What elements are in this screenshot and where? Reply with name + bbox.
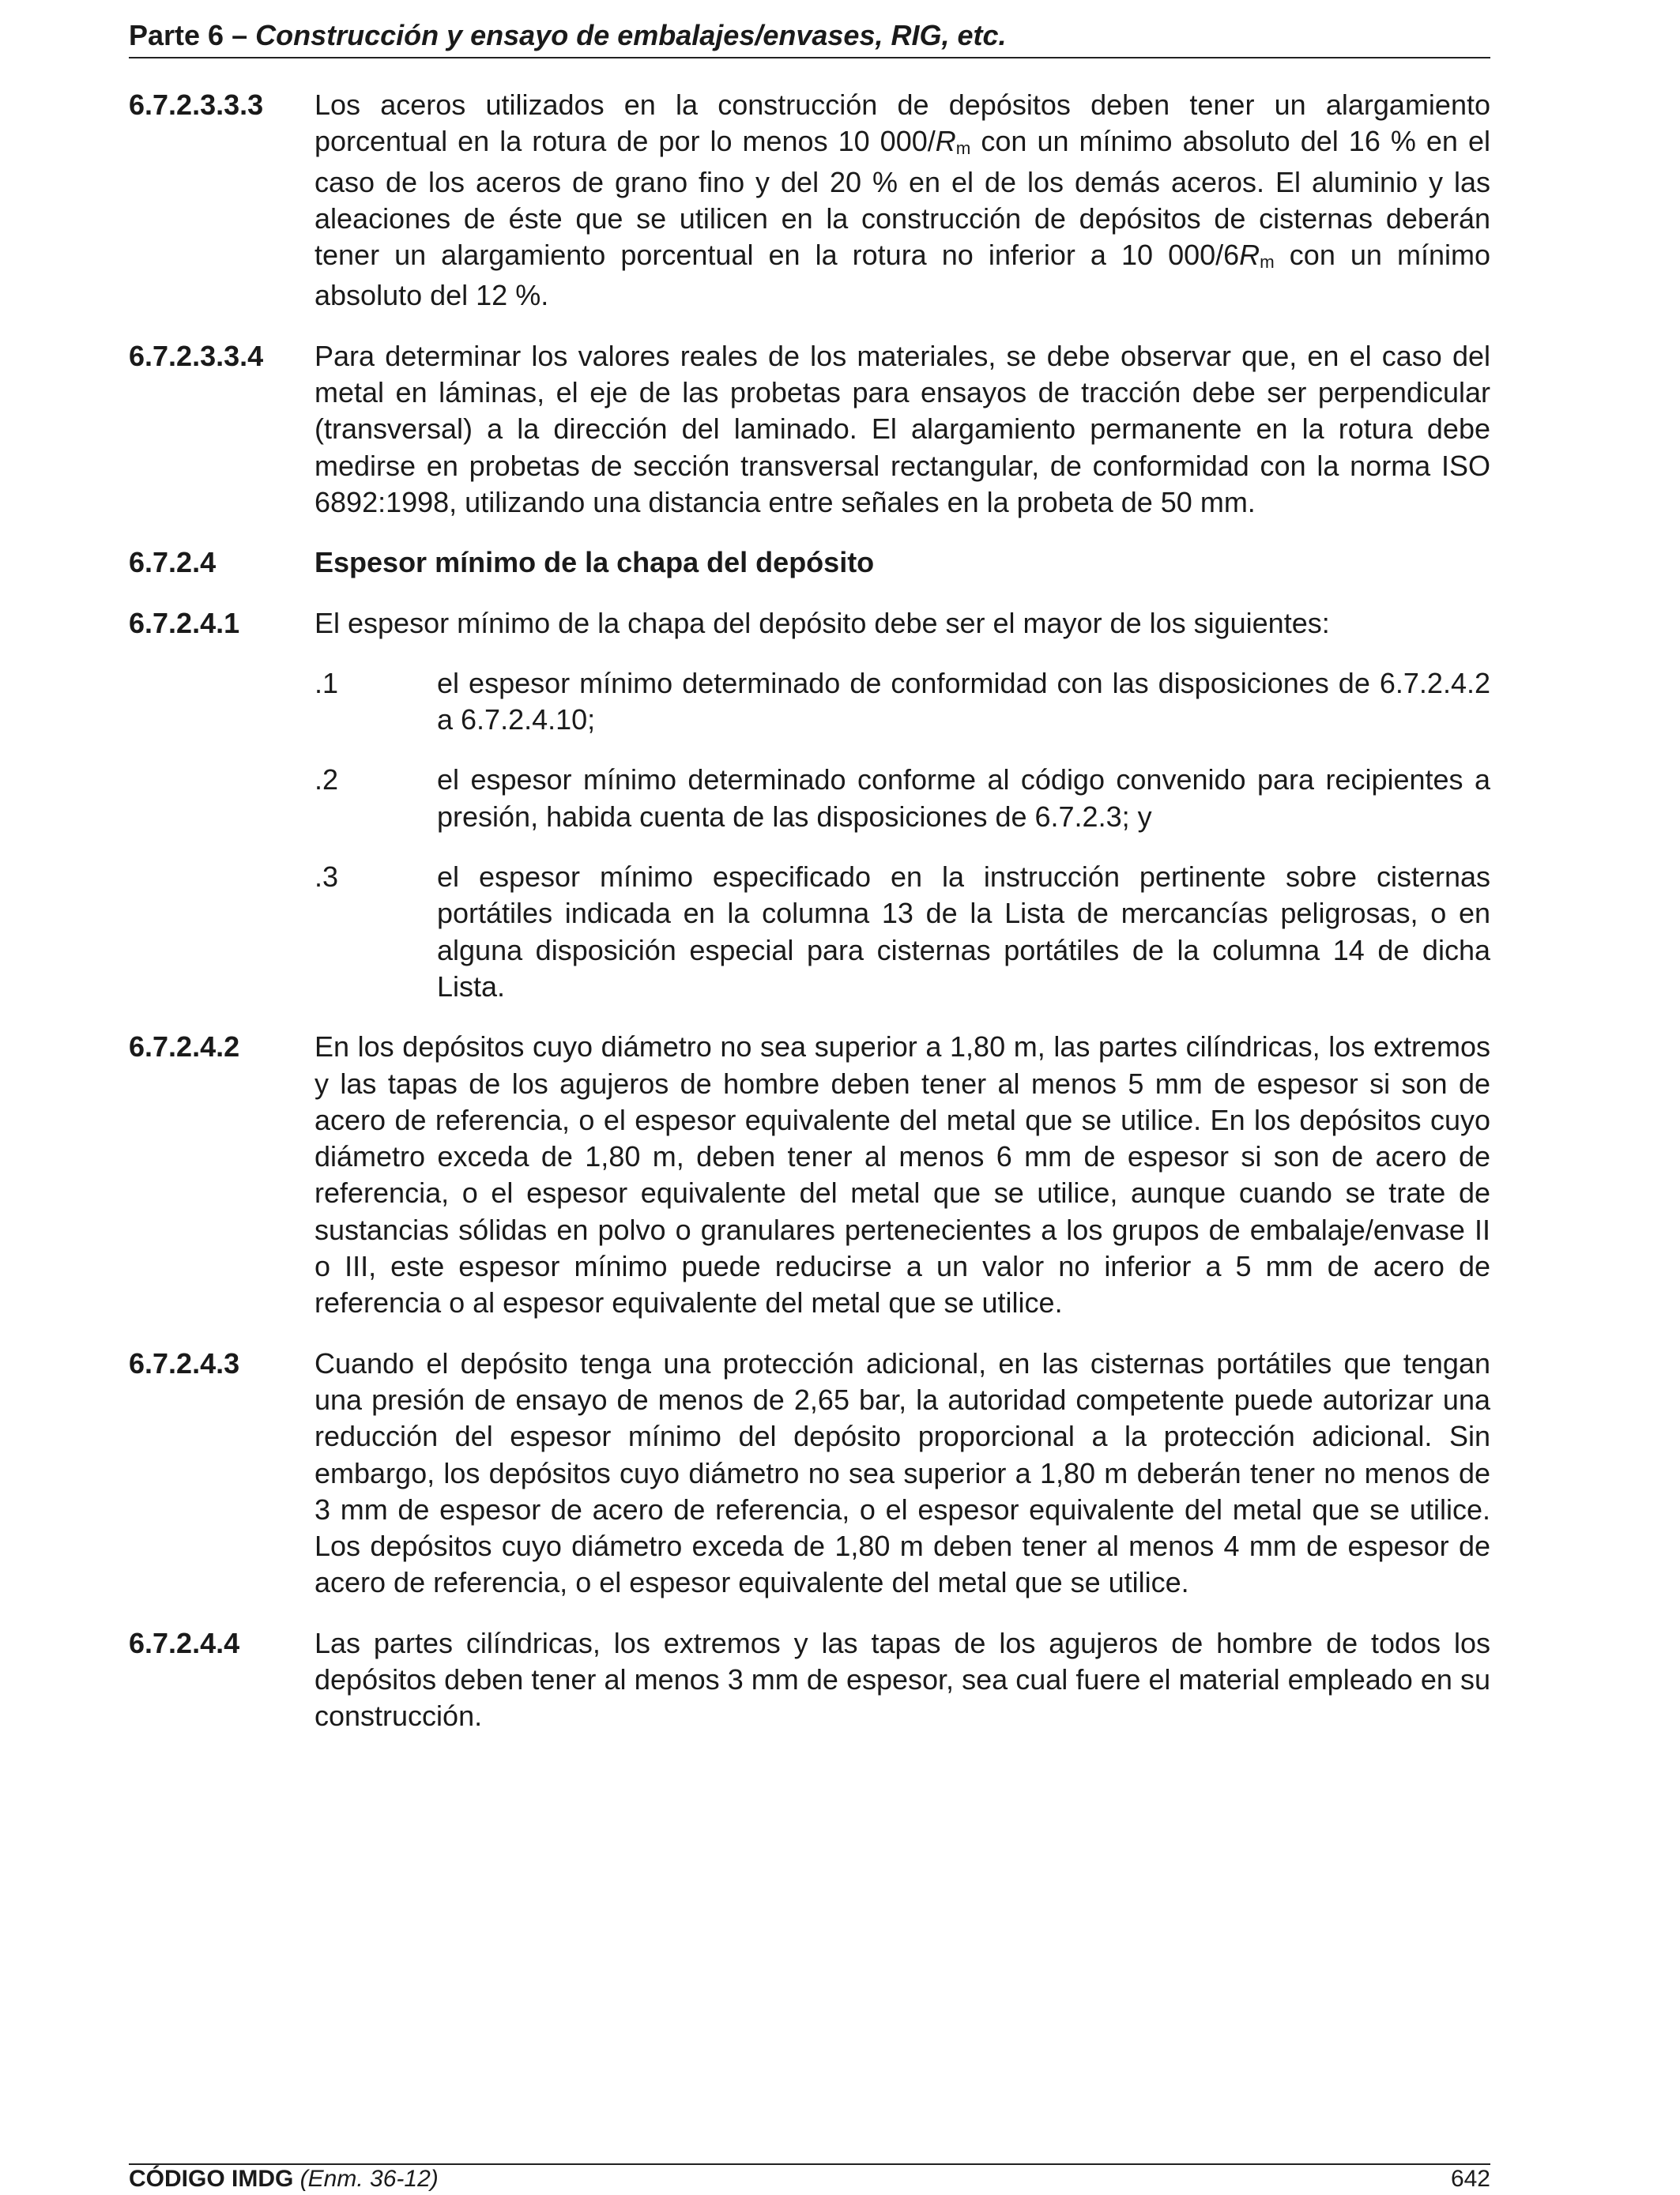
list-item-number: .3 (315, 860, 339, 894)
list-6-7-2-4-1 (315, 665, 1490, 1005)
section-number: 6.7.2.4.2 (129, 1030, 240, 1064)
list-item (315, 859, 1490, 1005)
section-text: El espesor mínimo de la chapa del depósito debe ser el mayor de los siguientes: (315, 606, 1330, 639)
section-6-7-2-4 (129, 544, 1490, 581)
symbol-r: R (1239, 239, 1260, 272)
list-item-text: el espesor mínimo determinado conforme al código convenido para recipientes a presión, habida cuenta de las disposiciones de 6.7.2.3; y (437, 763, 1490, 833)
section-text: Las partes cilíndricas, los extremos y las tapas de los agujeros de hombre de todos los depósitos deben tener al menos 3 mm de espesor, sea cual fuere el material empleado en su construcción. (315, 1626, 1490, 1733)
section-6-7-2-4-2 (129, 1029, 1490, 1321)
section-6-7-2-3-3-4 (129, 338, 1490, 521)
header-title: Construcción y ensayo de embalajes/envases, RIG, etc. (255, 19, 1007, 51)
list-item-number: .1 (315, 666, 339, 699)
list-item-text: el espesor mínimo determinado de conformidad con las disposiciones de 6.7.2.4.2 a 6.7.2.4.10; (437, 666, 1490, 736)
document-body (129, 87, 1490, 1759)
page-number: 642 (1450, 2166, 1490, 2192)
list-item (315, 665, 1490, 739)
list-item-text: el espesor mínimo especificado en la instrucción pertinente sobre cisternas portátiles indicada en la columna 13 de la Lista de mercancías peligrosas, o en alguna disposición especial para cisternas portátiles de la columna 14 de dicha Lista. (437, 860, 1490, 1003)
section-number: 6.7.2.4 (129, 546, 217, 579)
section-number: 6.7.2.4.1 (129, 606, 240, 639)
section-number: 6.7.2.3.3.3 (129, 88, 264, 121)
page-footer (129, 2163, 1490, 2195)
section-number: 6.7.2.4.3 (129, 1346, 240, 1380)
list-item-number: .2 (315, 763, 339, 796)
section-6-7-2-3-3-3 (129, 87, 1490, 314)
symbol-r: R (935, 125, 956, 158)
section-text: Los aceros utilizados en la construcción de depósitos deben tener un alargamiento porcentual en la rotura de por lo menos 10 000/Rm con un mínimo absoluto del 16 % en el caso de los aceros de grano fino y del 20 % en el de los demás aceros. El aluminio y las aleaciones de éste que se utilicen en la construcción de depósitos de cisternas deberán tener un alargamiento porcentual en la rotura no inferior a 10 000/6Rm con un mínimo absoluto del 12 %. (315, 88, 1491, 312)
section-6-7-2-4-4 (129, 1625, 1490, 1735)
section-6-7-2-4-3 (129, 1346, 1490, 1602)
section-text: Para determinar los valores reales de los materiales, se debe observar que, en el caso del metal en láminas, el eje de las probetas para ensayos de tracción debe ser perpendicular (transversal) a la dirección del laminado. El alargamiento permanente en la rotura debe medirse en probetas de sección transversal rectangular, de conformidad con la norma ISO 6892:1998, utilizando una distancia entre señales en la probeta de 50 mm. (315, 339, 1490, 518)
page-header (129, 17, 1490, 58)
section-6-7-2-4-1 (129, 605, 1490, 642)
section-number: 6.7.2.4.4 (129, 1626, 240, 1659)
header-part: Parte 6 – (129, 19, 256, 51)
section-heading: Espesor mínimo de la chapa del depósito (315, 546, 875, 579)
section-number: 6.7.2.3.3.4 (129, 339, 264, 372)
list-item (315, 762, 1490, 835)
footer-code: CÓDIGO IMDG (Enm. 36-12) (129, 2166, 439, 2192)
subscript-m: m (955, 138, 971, 159)
section-text: En los depósitos cuyo diámetro no sea superior a 1,80 m, las partes cilíndricas, los extremos y las tapas de los agujeros de hombre deben tener al menos 5 mm de espesor si son de acero de referencia, o el espesor equivalente del metal que se utilice. En los depósitos cuyo diámetro exceda de 1,80 m, deben tener al menos 6 mm de espesor si son de acero de referencia, o el espesor equivalente del metal que se utilice, aunque cuando se trate de sustancias sólidas en polvo o granulares pertenecientes a los grupos de embalaje/envase II o III, este espesor mínimo puede reducirse a un valor no inferior a 5 mm de acero de referencia o al espesor equivalente del metal que se utilice. (315, 1030, 1490, 1320)
section-text: Cuando el depósito tenga una protección adicional, en las cisternas portátiles que tengan una presión de ensayo de menos de 2,65 bar, la autoridad competente puede autorizar una reducción del espesor mínimo del depósito proporcional a la protección adicional. Sin embargo, los depósitos cuyo diámetro no sea superior a 1,80 m deberán tener no menos de 3 mm de espesor de acero de referencia, o el espesor equivalente del metal que se utilice. Los depósitos cuyo diámetro exceda de 1,80 m deben tener al menos 4 mm de espesor de acero de referencia, o el espesor equivalente del metal que se utilice. (315, 1346, 1490, 1599)
subscript-m: m (1260, 252, 1275, 273)
